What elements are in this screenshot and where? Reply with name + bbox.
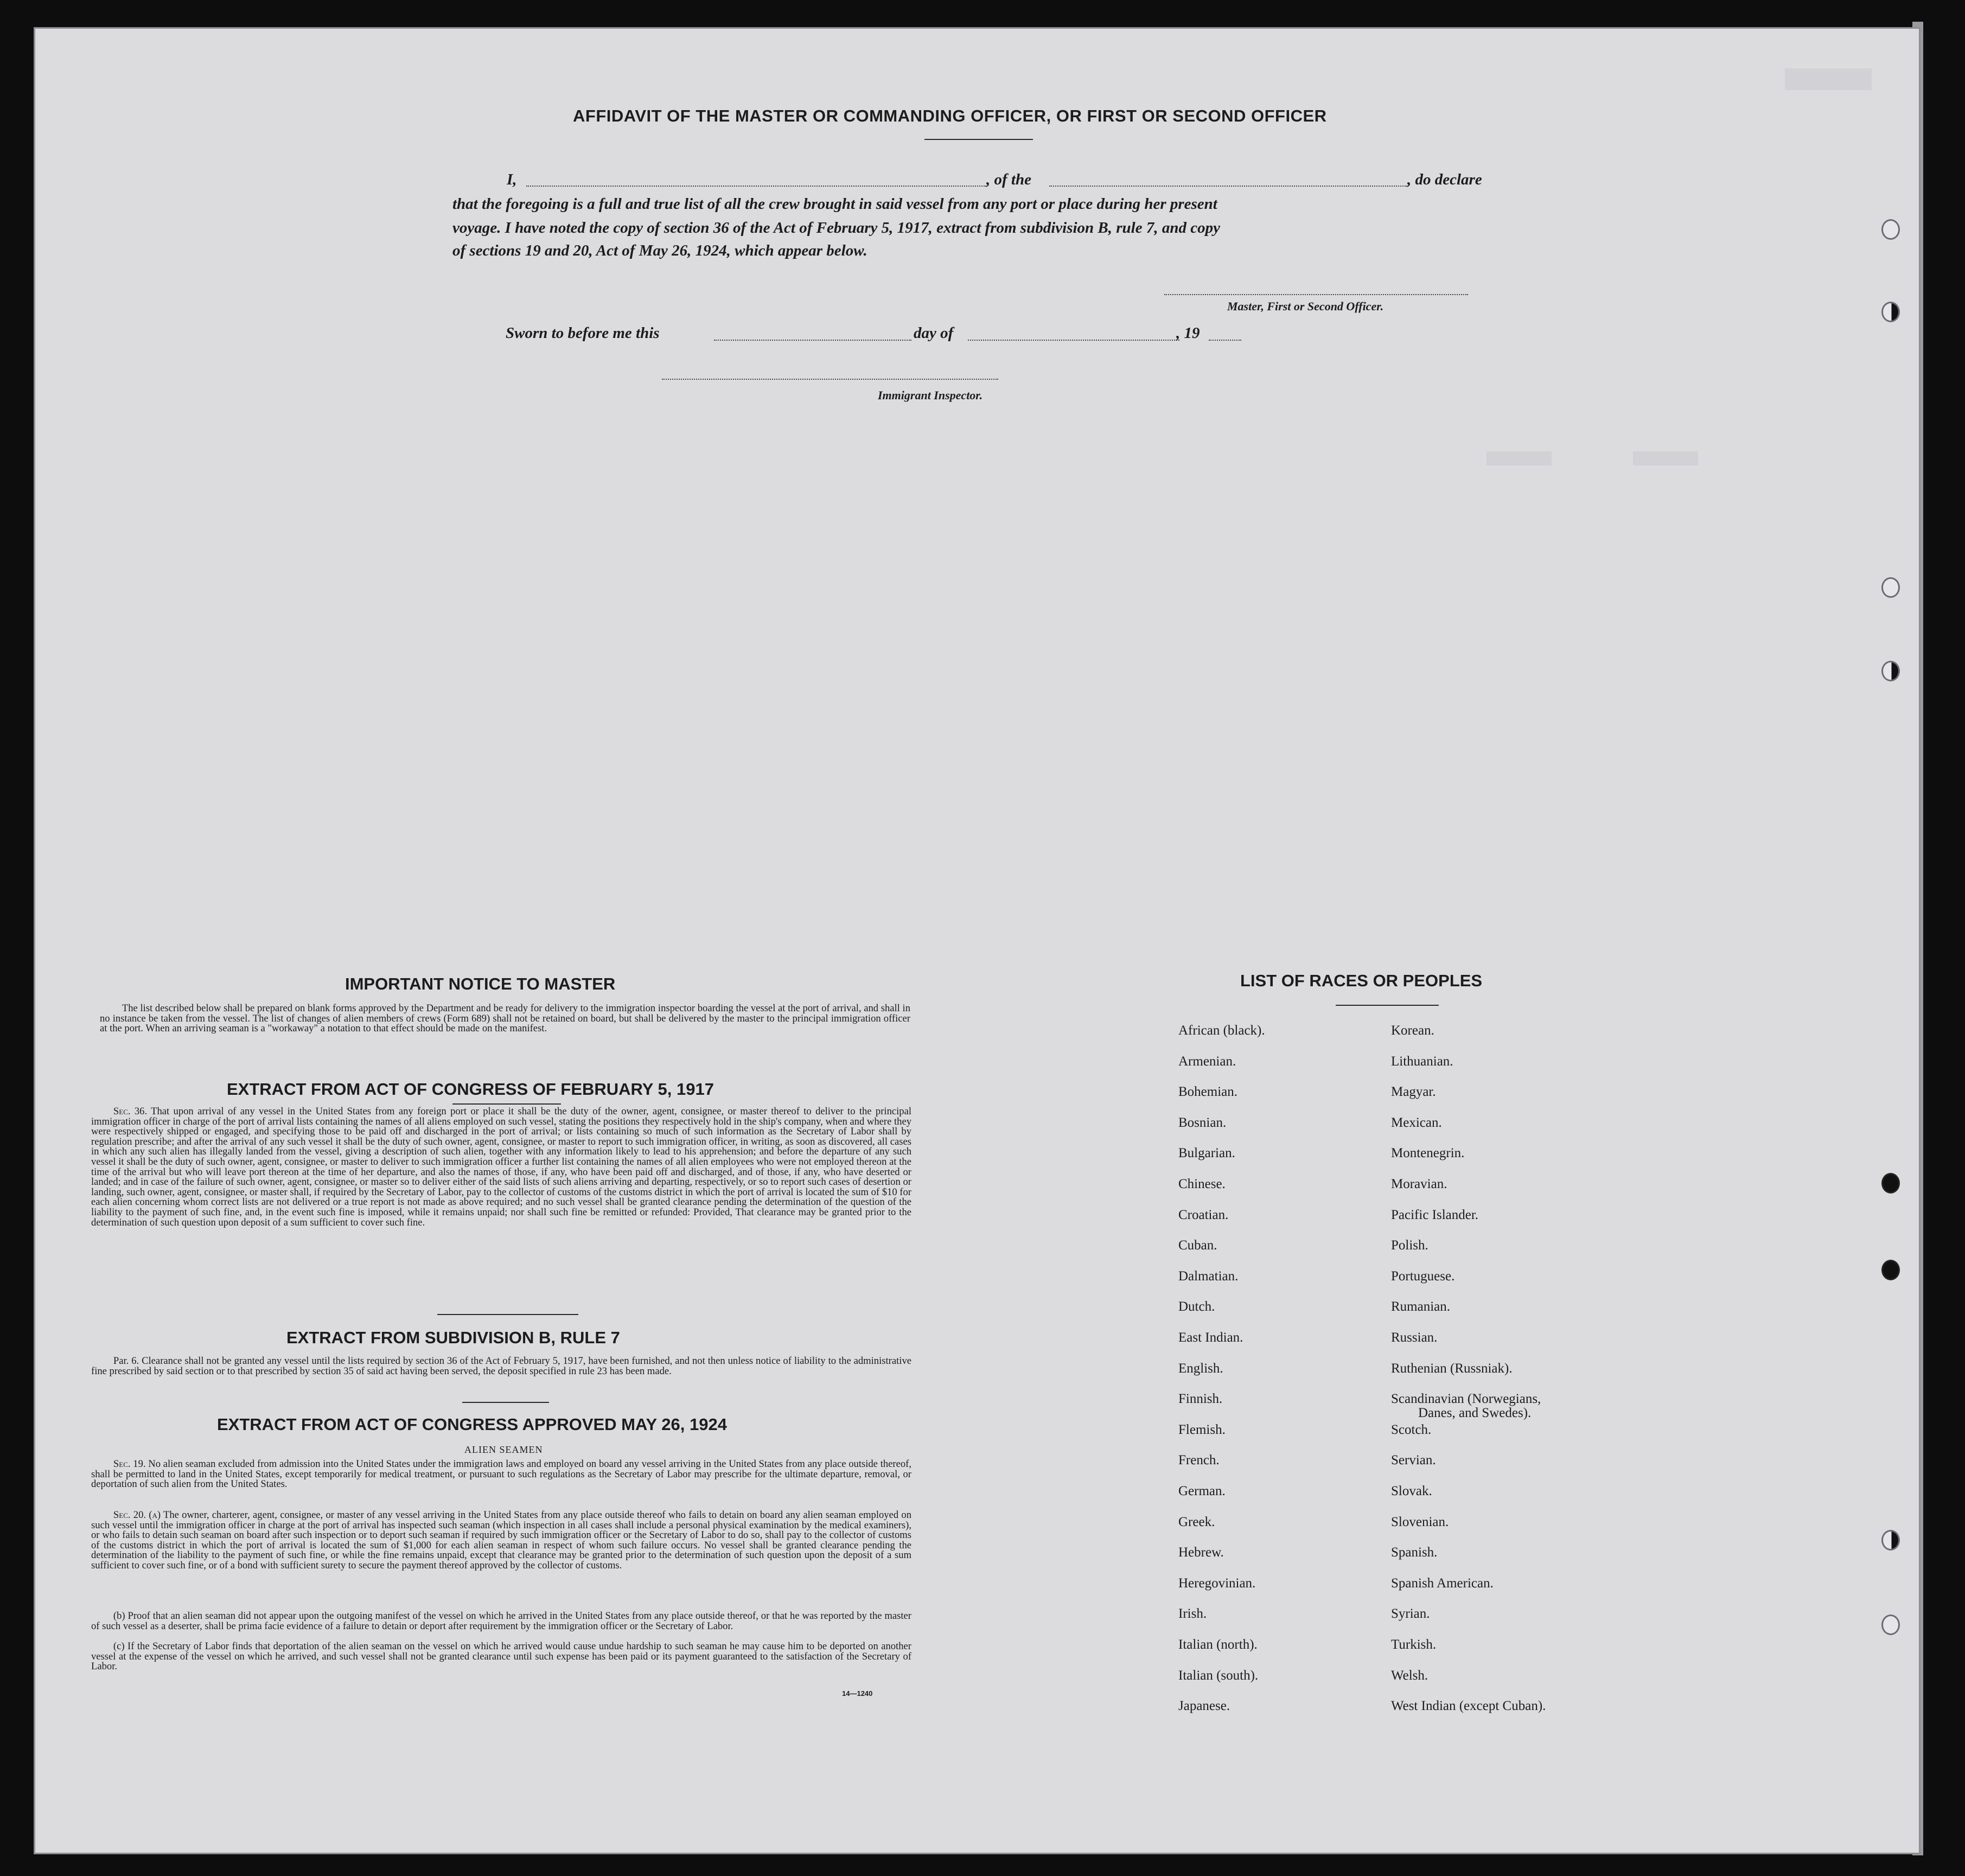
punch-hole (1881, 219, 1900, 240)
race-item: Greek. (1178, 1514, 1215, 1529)
race-item: Scandinavian (Norwegians, (1391, 1392, 1541, 1407)
punch-hole (1881, 1530, 1900, 1550)
race-item: Italian (south). (1178, 1668, 1259, 1683)
affidavit-line-of: , of the (986, 171, 1031, 188)
sworn-day-blank (714, 340, 911, 341)
race-item: Slovenian. (1391, 1514, 1449, 1529)
extract-1924-title: EXTRACT FROM ACT OF CONGRESS APPROVED MAY 26, 1924 (217, 1415, 727, 1434)
race-item: East Indian. (1178, 1330, 1243, 1345)
races-title: LIST OF RACES OR PEOPLES (1240, 971, 1483, 990)
race-item: Moravian. (1391, 1177, 1447, 1191)
section-underline (452, 1103, 561, 1105)
race-item: Servian. (1391, 1453, 1436, 1468)
race-item: Russian. (1391, 1330, 1438, 1345)
extract-1917-title: EXTRACT FROM ACT OF CONGRESS OF FEBRUARY 5, 1917 (227, 1080, 714, 1099)
affidavit-title: AFFIDAVIT OF THE MASTER OR COMMANDING OFFICER, OR FIRST OR SECOND OFFICER (573, 106, 1327, 125)
sworn-label: Sworn to before me this (506, 324, 660, 342)
punch-hole (1881, 1173, 1900, 1194)
race-item: Chinese. (1178, 1177, 1226, 1191)
race-item: Heregovinian. (1178, 1575, 1256, 1591)
sec36-label: Sec. 36. (113, 1106, 148, 1117)
sec20a-body (91, 1510, 911, 1571)
race-item: Hebrew. (1178, 1545, 1224, 1560)
race-item: Bohemian. (1178, 1084, 1238, 1100)
sec36-text: That upon arrival of any vessel in the United States from any foreign port or place it shall be the duty of the owner, agent, consignee, or master thereof to deliver to the principal immigration officer in charge of the port of arrival lists containing the names of all aliens employed on such vessel, stating the positions they respectively hold in the ship's company, when and where they were respectively shipped or engaged, and specifying those to be paid off and discharged in the port of arrival; or lists containing so much of such information as the Secretary of Labor shall by regulation prescribe; and after the arrival of any such vessel it shall be the duty of such owner, agent, consignee, or master to report to such immigration officer, in writing, as soon as discovered, all cases in which any such alien has illegally landed from the vessel, giving a description of such alien, together with any information likely to lead to his apprehension; and before the departure of any such vessel it shall be the duty of such owner, agent, consignee, or master to deliver to such immigration officer a further list containing the names of all alien employees who were not employed thereon at the time of the arrival but who will leave port thereon at the time of her departure, and also the names of those, if any, who have been paid off and discharged, and of those, if any, who have deserted or landed; and in case of the failure of such owner, agent, consignee, or master so to deliver either of the said lists of such aliens arriving and departing, respectively, or so to report such cases of desertion or landing, such owner, agent, consignee, or master shall, if required by the Secretary of Labor, pay to the collector of customs of the customs district in which the port of arrival is located the sum of $10 for each alien concerning whom correct lists are not delivered or a true report is not made as above required; and no such vessel shall be granted clearance pending the determination of the question of the liability to the payment of such fine, and, in the event such fine is imposed, while it remains unpaid; nor shall such fine be remitted or refunded: Provided, That clearance may be granted prior to the determination of such question upon deposit of a sum sufficient to cover such fine. (91, 1106, 911, 1228)
race-item: Croatian. (1178, 1207, 1229, 1222)
notice-body: The list described below shall be prepared on blank forms approved by the Department and be ready for delivery to the immigration inspector boarding the vessel at the port of arrival, and shall in no instance be taken from the vessel. The list of changes of alien members of crews (Form 689) shall not be retained on board, but shall be delivered by the master to the principal immigration officer at the port. When an arriving seaman is a "workaway" a notation to that effect should be made on the manifest. (100, 1003, 910, 1035)
punch-hole (1881, 661, 1900, 681)
alien-seamen-subtitle: ALIEN SEAMEN (464, 1444, 543, 1455)
race-item: Rumanian. (1391, 1299, 1451, 1315)
title-underline (924, 139, 1033, 140)
sworn-year-blank (1209, 340, 1241, 341)
name-blank (526, 186, 986, 187)
race-item: Portuguese. (1391, 1268, 1455, 1284)
bleed-through-mark (1785, 68, 1872, 90)
race-item: Pacific Islander. (1391, 1207, 1479, 1222)
race-item: Dutch. (1178, 1299, 1215, 1315)
sec19-text: No alien seaman excluded from admission into the United States under the immigration laws and employed on board any vessel arriving in the United States from any place outside thereof, shall be permitted to land in the United States, except temporarily for medical treatment, or pursuant to such regulations as the Secretary of Labor may prescribe for the ultimate departure, removal, or deportation of such alien from the United States. (91, 1458, 911, 1490)
vessel-blank (1049, 186, 1407, 187)
inspector-signature-line (662, 379, 998, 380)
extract-rule7-body: Par. 6. Clearance shall not be granted any vessel until the lists required by section 36 of the Act of February 5, 1917, have been furnished, and not then unless notice of liability to the administrative fine prescribed by said section or to that prescribed by section 35 of said act having been served, the deposit specified in rule 23 has been made. (91, 1355, 911, 1377)
notice-title: IMPORTANT NOTICE TO MASTER (345, 974, 616, 993)
year-label: , 19 (1176, 324, 1200, 342)
race-item: Irish. (1178, 1606, 1207, 1622)
race-item: Flemish. (1178, 1422, 1226, 1437)
inspector-caption: Immigrant Inspector. (878, 388, 983, 402)
affidavit-line-4: of sections 19 and 20, Act of May 26, 1924, which appear below. (452, 242, 867, 259)
affidavit-line-2: that the foregoing is a full and true list of all the crew brought in said vessel from any port or place during her present (452, 195, 1217, 213)
sec20c-body: (c) If the Secretary of Labor finds that deportation of the alien seaman on the vessel on which he arrived would cause undue hardship to such seaman he may cause him to be deported on another vessel at the expense of the vessel on which he arrived, and such vessel shall not be granted clearance until such expense has been paid or its payment guaranteed to the satisfaction of the Secretary of Labor. (91, 1641, 911, 1673)
race-item: Bulgarian. (1178, 1146, 1235, 1161)
affidavit-line-3: voyage. I have noted the copy of section 36 of the Act of February 5, 1917, extract from subdivision B, rule 7, and copy (452, 219, 1220, 237)
race-item: Welsh. (1391, 1668, 1428, 1683)
sworn-month-blank (968, 340, 1179, 341)
bleed-through-mark (1486, 451, 1552, 465)
race-item: Lithuanian. (1391, 1054, 1453, 1069)
race-item: Scotch. (1391, 1422, 1432, 1437)
race-item: Finnish. (1178, 1392, 1223, 1407)
master-signature-line (1164, 294, 1468, 295)
extract-rule7-title: EXTRACT FROM SUBDIVISION B, RULE 7 (286, 1328, 620, 1347)
race-item: German. (1178, 1484, 1226, 1498)
race-item: English. (1178, 1361, 1223, 1376)
sec20a-text: The owner, charterer, agent, consignee, or master of any vessel arriving in the United States from any place outside thereof who fails to detain on board any alien seaman employed on such vessel until the immigration officer in charge at the port of arrival has inspected such seaman (which inspection in all cases shall include a personal physical examination by the medical examiners), or who fails to detain such seaman on board after such inspection or to deport such seaman if required by such immigration officer or the Secretary of Labor to do so, shall pay to the collector of customs of the customs district in which the port of arrival is located the sum of $1,000 for each alien seaman in respect of whom such failure occurs. No vessel shall be granted clearance pending the determination of the liability to the payment of such fine, or while the fine remains unpaid, except that clearance may be granted prior to the determination of such question upon the deposit of a sum sufficient to cover such fine, or of a bond with sufficient surety to secure the payment thereof approved by the collector of customs. (91, 1509, 912, 1571)
punch-hole (1881, 1260, 1900, 1280)
punch-hole (1881, 302, 1900, 322)
extract-1917-body (91, 1107, 911, 1228)
race-item: Japanese. (1178, 1699, 1230, 1714)
race-item: Syrian. (1391, 1606, 1430, 1622)
race-item: French. (1178, 1453, 1220, 1468)
sec20-label: Sec. 20. (a) (113, 1509, 161, 1521)
document-page (34, 27, 1921, 1854)
races-title-underline (1336, 1005, 1439, 1006)
race-item: Cuban. (1178, 1238, 1217, 1253)
affidavit-line-declare: , do declare (1407, 171, 1482, 188)
race-item: Slovak. (1391, 1484, 1432, 1498)
race-item: Ruthenian (Russniak). (1391, 1361, 1513, 1376)
affidavit-line-i: I, (507, 171, 517, 188)
sec19-label: Sec. 19. (113, 1458, 146, 1470)
race-item: Spanish. (1391, 1545, 1438, 1560)
race-item: Montenegrin. (1391, 1146, 1465, 1161)
race-item: Bosnian. (1178, 1115, 1227, 1130)
punch-hole (1881, 577, 1900, 598)
race-item: Armenian. (1178, 1054, 1236, 1069)
race-item: West Indian (except Cuban). (1391, 1699, 1546, 1714)
race-item: African (black). (1178, 1023, 1265, 1038)
sec20b-body: (b) Proof that an alien seaman did not appear upon the outgoing manifest of the vessel on which he arrived in the United States from any place outside thereof, or that he was reported by the master of such vessel as a deserter, shall be prima facie evidence of a failure to detain or deport after requirement by the immigration officer or the Secretary of Labor. (91, 1610, 911, 1632)
race-item: Polish. (1391, 1238, 1428, 1253)
race-item: Italian (north). (1178, 1637, 1258, 1652)
section-underline (462, 1402, 549, 1403)
bleed-through-mark (1633, 451, 1698, 465)
race-item-continuation: Danes, and Swedes). (1418, 1406, 1532, 1421)
section-underline (437, 1314, 578, 1315)
day-of-label: day of (914, 324, 954, 342)
race-item: Spanish American. (1391, 1575, 1494, 1591)
sec19-body (91, 1459, 911, 1490)
race-item: Magyar. (1391, 1084, 1436, 1100)
form-number: 14—1240 (842, 1689, 873, 1698)
race-item: Dalmatian. (1178, 1268, 1239, 1284)
race-item: Mexican. (1391, 1115, 1442, 1130)
race-item: Turkish. (1391, 1637, 1437, 1652)
punch-hole (1881, 1615, 1900, 1635)
race-item: Korean. (1391, 1023, 1434, 1038)
master-caption: Master, First or Second Officer. (1227, 299, 1384, 313)
